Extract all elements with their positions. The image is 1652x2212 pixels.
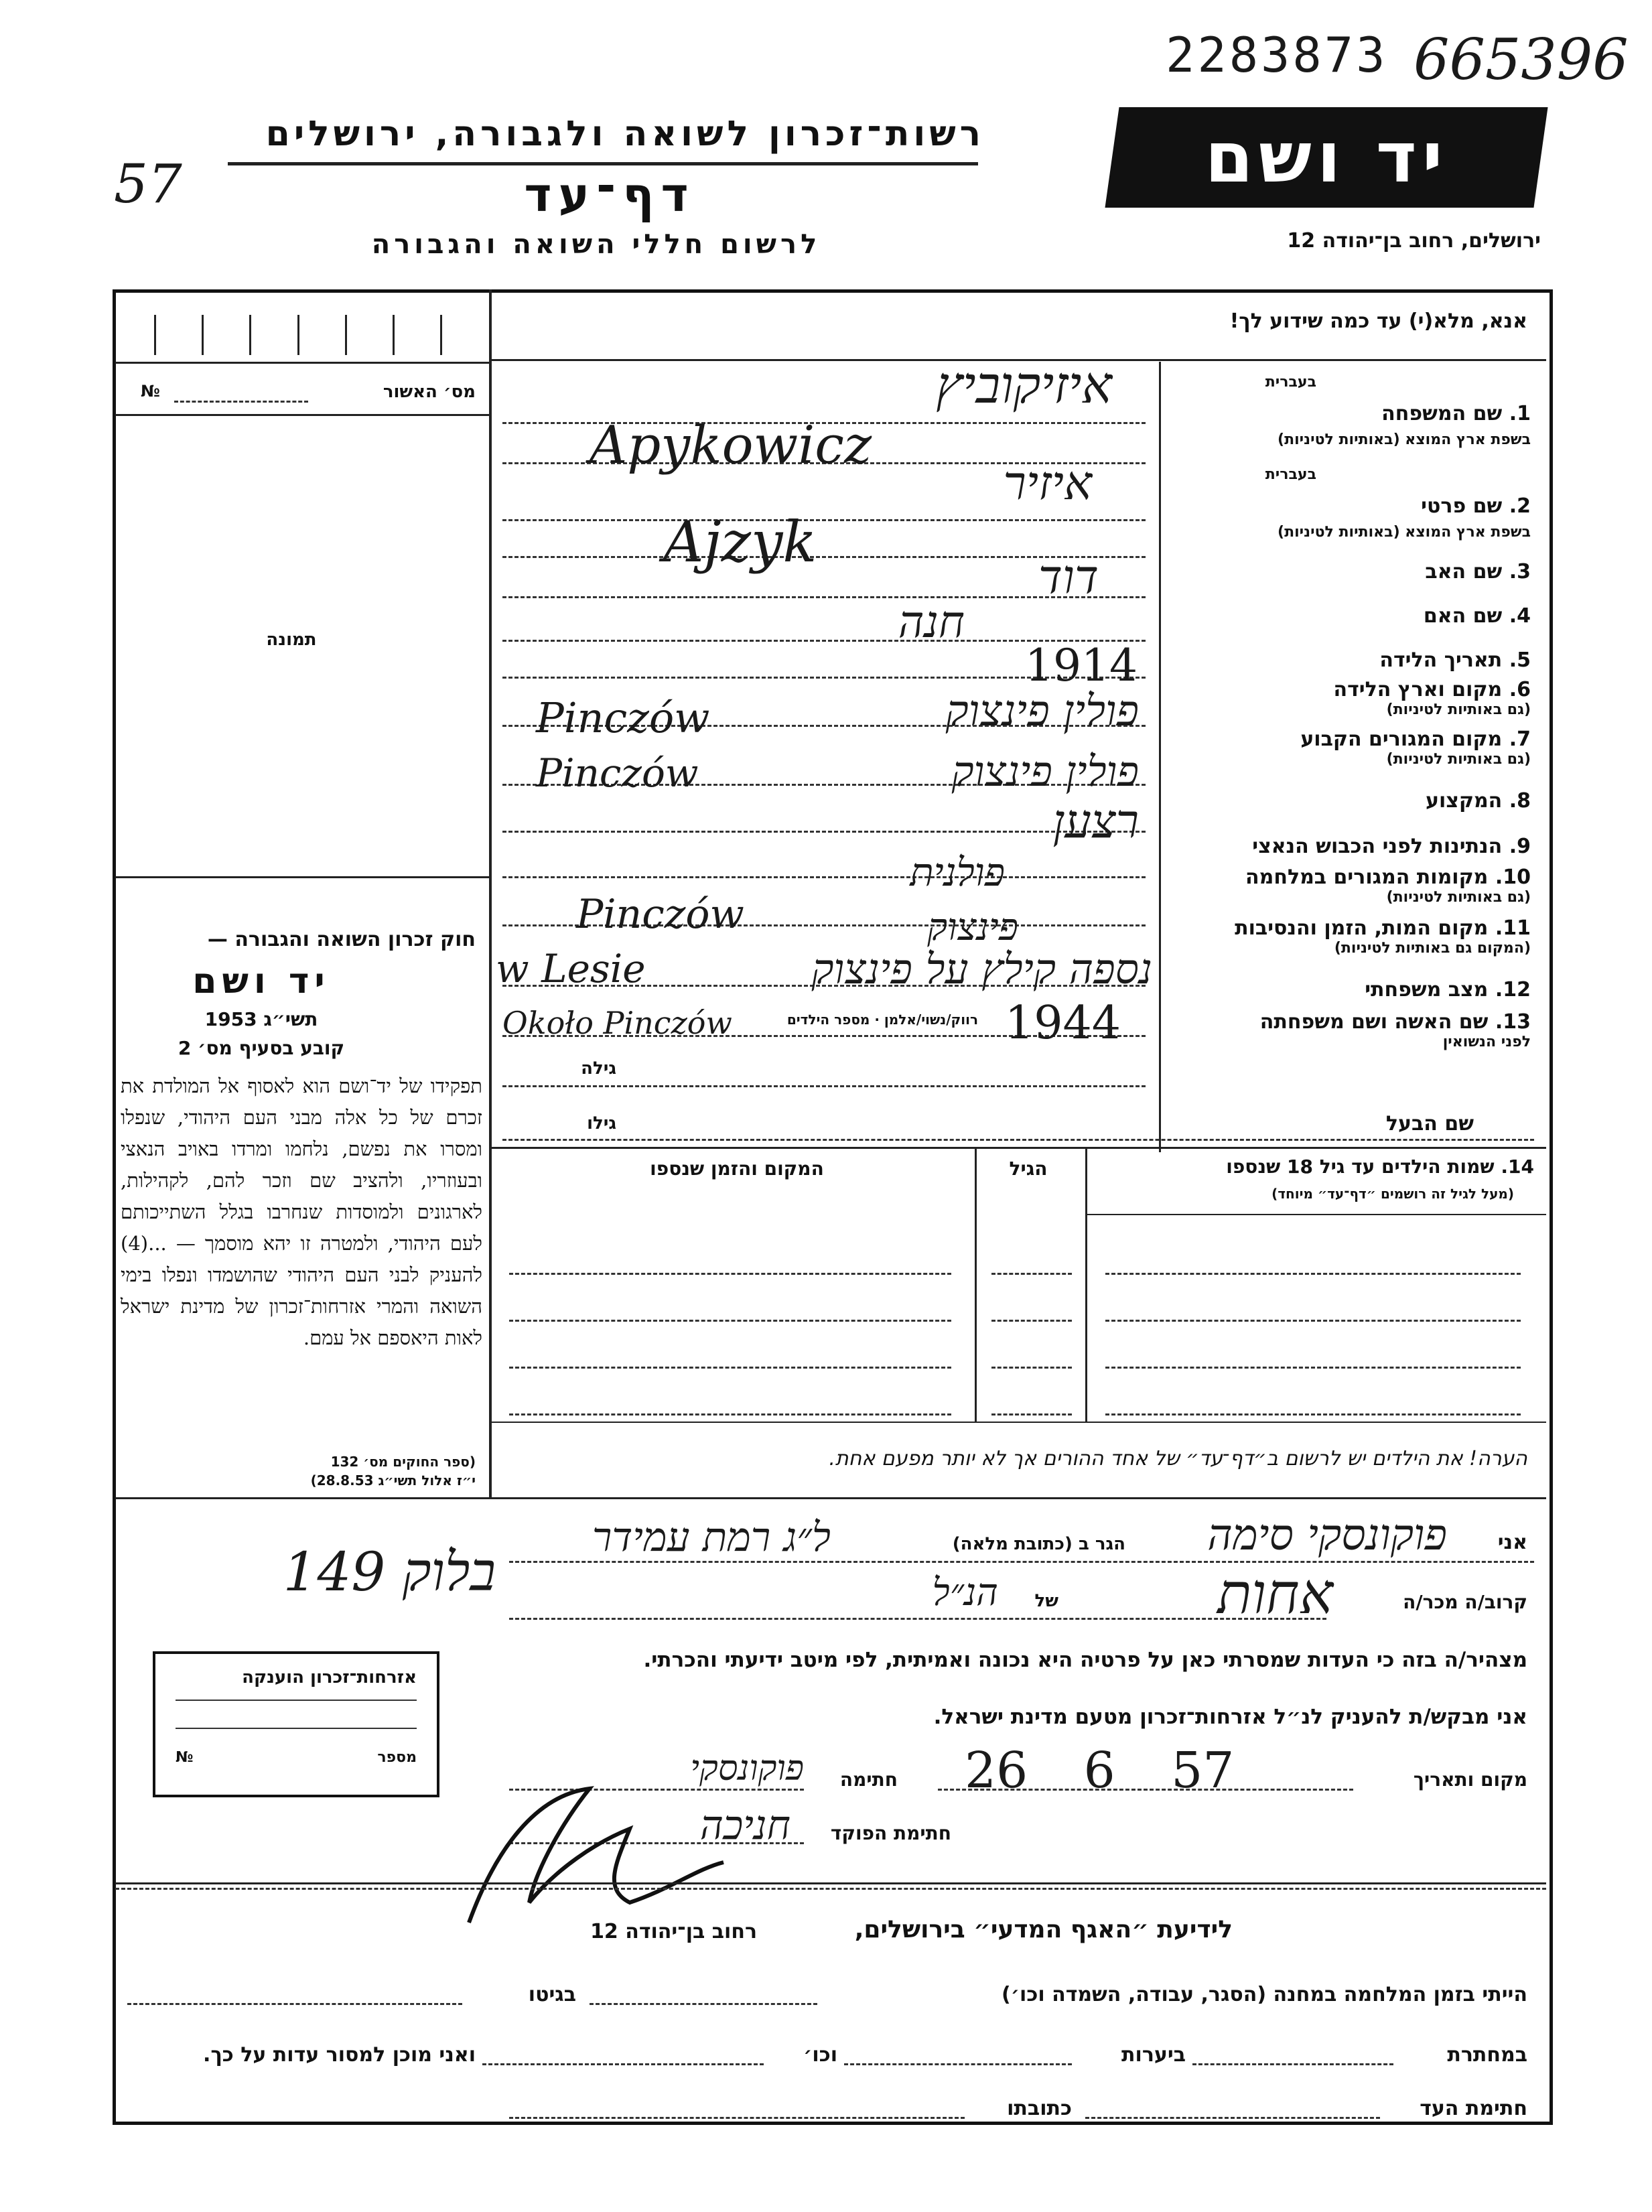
residence-hebrew: פולין פינצוק [951, 747, 1139, 796]
field-3: 3. שם האב [1425, 560, 1531, 583]
number-label: מספר [377, 1749, 417, 1766]
bottom-line-1: הייתי בזמן המלחמה במחנה (הסגר, עבודה, השמדה וכו׳) [1002, 1983, 1527, 2006]
authority-name: רשות־זכרון לשואה ולגבורה, ירושלים [265, 114, 985, 154]
bottom-ghetto: בגיטו [528, 1983, 576, 2006]
law-title: חוק זכרון השואה והגבורה — [207, 928, 476, 951]
law-year: תשי״ג 1953 [204, 1008, 318, 1030]
officer-label: חתימת הפוקד [830, 1822, 951, 1844]
address-line: ירושלים, רחוב בן־יהודה 12 [1287, 229, 1541, 253]
firstname-hebrew: איזיר [1003, 456, 1092, 510]
info-address: רחוב בן־יהודה 12 [590, 1920, 757, 1943]
date-value: 26 6 57 [965, 1742, 1235, 1799]
law-clause: קובע בסעיף מס׳ 2 [178, 1037, 345, 1059]
law-text [121, 1070, 482, 1354]
of-label: של [1034, 1591, 1058, 1611]
firstname-latin: Ajzyk [663, 509, 817, 575]
declarant-block: בלוק 149 [283, 1541, 496, 1603]
husband-age-label: גילו [587, 1113, 616, 1133]
photo-label: תמונה [266, 630, 317, 650]
ani-label: אני [1497, 1531, 1527, 1554]
wartime-residence-hebrew: פינצוק [927, 906, 1018, 949]
children-note: (מעל לגיל זה רושמים ״דף־עד״ מיוחד) [1271, 1186, 1514, 1202]
number-sign-2: № [176, 1749, 194, 1766]
husband-label: שם הבעל [1385, 1112, 1474, 1135]
birth-date: 1914 [1025, 640, 1138, 691]
field-10: 10. מקומות המגורים במלחמה (גם באותיות לטיניות) [1245, 866, 1531, 906]
place-col: המקום והזמן שנספו [650, 1158, 824, 1180]
declarant-name: פוקונסקי סימה [1207, 1511, 1447, 1560]
law-paragraph-2: ...(4) להעניק לבני העם היהודי שהושמדו ונפלו בימי השואה והמרי אזרחות־זכרון של מדינת ישראל לאות היאספם אל עמם. [121, 1232, 482, 1349]
number-sign: № [141, 382, 160, 401]
death-place-latin: w Lesie [496, 946, 646, 991]
field-12: 12. מצב משפחתי [1365, 978, 1531, 1001]
field-1: בעברית 1. שם המשפחה בשפת ארץ המוצא (באותיות לטיניות) [1265, 374, 1531, 448]
field-labels [1166, 367, 1531, 1070]
field-2: בעברית 2. שם פרטי בשפת ארץ המוצא (באותיות לטיניות) [1265, 466, 1531, 541]
date-label: מקום ותאריך [1413, 1769, 1527, 1791]
surname-hebrew: איזיקוביץ [936, 355, 1112, 415]
handwritten-number: 665396 [1414, 27, 1629, 92]
mother-name: חנה [898, 596, 965, 648]
witness-address-label: כתובתו [1007, 2097, 1072, 2120]
law-name: יד ושם [192, 961, 330, 1001]
field-11: 11. מקום המות, הזמן והנסיבות (המקום גם באותיות לטיניות) [1235, 916, 1531, 957]
declaration-text: מצהיר/ה בזה כי העדות שמסרתי כאן על פרטיה היא נכונה ואמיתית, לפי מיטב ידיעתי והכרתי. [643, 1648, 1527, 1672]
death-place-hebrew: נספה קילץ על פינצוק [811, 945, 1152, 993]
signature-label: חתימה [839, 1769, 898, 1791]
yad-vashem-logo [1105, 107, 1547, 208]
residence-latin: Pinczów [536, 750, 699, 796]
surname-latin: Apykowicz [590, 415, 872, 476]
approval-label: מס׳ האשור [383, 382, 476, 402]
field-5: 5. תאריך הלידה [1379, 648, 1531, 672]
approval-boxes [154, 315, 442, 355]
bottom-willing: ואני מוכן למסור עדות על כך. [203, 2043, 476, 2067]
bottom-underground: במחתרת [1447, 2043, 1527, 2067]
relation-label: קרוב/ה מכר/ה [1403, 1591, 1527, 1613]
field-4: 4. שם האם [1423, 604, 1531, 628]
field-7: 7. מקום המגורים הקבוע (גם באותיות לטיניות) [1300, 728, 1531, 768]
of-value: הנ״ל [932, 1571, 998, 1614]
law-source: (ספר החוקים מס׳ 132 [330, 1454, 476, 1470]
note-line: הערה! את הילדים יש לרשום ב״דף־עד״ של אחד ההורים אך לא יותר מפעם אחת. [829, 1447, 1527, 1470]
field-13: 13. שם האשה ושם משפחתה לפני הנשואין [1259, 1010, 1531, 1050]
law-source-2: י״ז אלול תשי״ג 28.8.53) [310, 1472, 476, 1489]
field-9: 9. הנתינות לפני הכבוש הנאצי [1252, 835, 1531, 858]
age-col: הגיל [1009, 1158, 1048, 1180]
field-6: 6. מקום וארץ הלידה (גם באותיות לטיניות) [1333, 678, 1531, 718]
form-title: דף־עד [524, 167, 695, 222]
bottom-forests: ביערות [1121, 2043, 1186, 2067]
instruction-text: אנא, מלא(י) עד כמה שידוע לך! [1229, 309, 1527, 333]
declarant-address: ל״ג רמת עמידר [592, 1514, 831, 1561]
law-paragraph-1: תפקידו של יד־ושם הוא לאסוף אל המולדת את זכרם של כל אלה מבני העם היהודי, שנפלו ומסרו את נפשם, נלחמו ומרדו באויב הנאצי ובעוזריו, ולהציב שם וזכר להם, לקהילות, לארגונים ולמוסדות שנחרבו בגלל השתייכותם לעם היהודי, ולמטרה זו יהא מוסמך — [121, 1075, 482, 1255]
birth-place-hebrew: פולין פינצוק [945, 687, 1139, 736]
relation-value: אחות [1217, 1561, 1333, 1627]
corner-number: 57 [114, 153, 182, 215]
archive-number: 2283873 [1166, 27, 1388, 83]
form-subtitle: לרשום חללי השואה והגבורה [371, 229, 821, 260]
death-year: 1944 [1005, 997, 1121, 1050]
witness-signature-label: חתימת העד [1420, 2097, 1527, 2120]
certificate-box [153, 1651, 439, 1797]
logo-text: יד ושם [1204, 117, 1448, 198]
wife-age-label: גילה [581, 1058, 616, 1079]
field-8: 8. המקצוע [1425, 789, 1531, 813]
marital-inline: רווק/נשוי/אלמן · מספר הילדים [786, 1012, 978, 1028]
info-title: לידיעת ״האגף המדעי״ בירושלים, [854, 1916, 1233, 1943]
officer-value: חניכה [699, 1802, 790, 1849]
bottom-etc: וכו׳ [803, 2043, 837, 2067]
nationality: פולנית [910, 849, 1005, 895]
officer-signature-scribble [456, 1769, 737, 1943]
request-text: אני מבקש/ת להעניק לנ״ל אזרחות־זכרון מטעם מדינת ישראל. [933, 1705, 1527, 1729]
birth-place-latin: Pinczów [536, 693, 710, 742]
father-name: דוד [1038, 549, 1099, 604]
profession: רצען [1052, 794, 1139, 849]
resides-label: הגר ב (כתובת מלאה) [952, 1534, 1125, 1554]
children-title: 14. שמות הילדים עד גיל 18 שנספו [1226, 1156, 1534, 1178]
death-place-latin-2: Około Pinczów [502, 1005, 732, 1041]
signature-value: פוקונסקי [690, 1748, 804, 1789]
certificate-label: אזרחות־זכרון הוענקה [242, 1667, 417, 1687]
wartime-residence-latin: Pinczów [576, 891, 744, 938]
